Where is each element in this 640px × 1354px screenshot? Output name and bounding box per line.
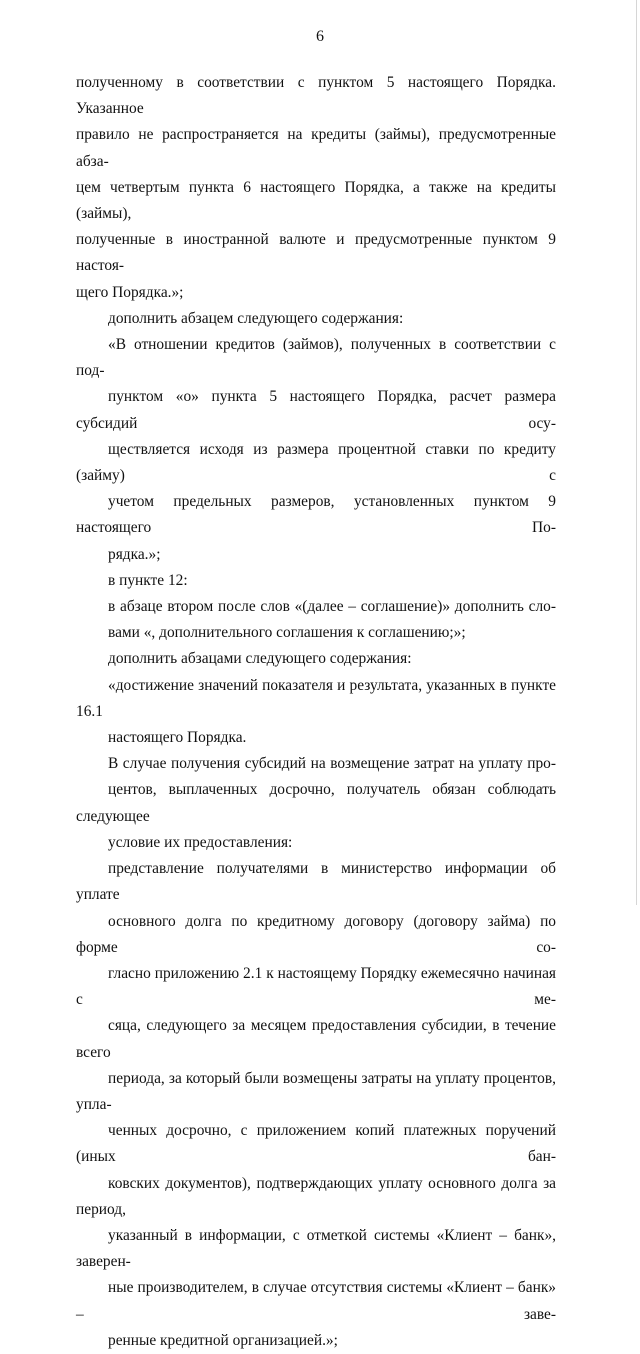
paragraph [76,751,556,856]
text-line: периода, за который были возмещены затраты на уплату процентов, упла- [76,1069,556,1113]
text-line: ченных досрочно, с приложением копий платежных поручений (иных бан- [76,1122,556,1166]
document-body [76,70,556,1354]
paragraph [76,332,556,568]
text-line: цем четвертым пункта 6 настоящего Порядка, а также на кредиты (займы), [76,178,556,223]
text-line: «достижение значений показателя и результата, указанных в пункте 16.1 [76,676,556,720]
text-line: основного долга по кредитному договору (договору займа) по форме со- [76,912,556,956]
text-line: условие их предоставления: [108,833,293,851]
text-line: представление получателями в министерство информации об уплате [76,860,556,904]
paragraph [76,646,556,672]
text-line: в пункте 12: [108,571,188,589]
text-line: правило не распространяется на кредиты (займы), предусмотренные абза- [76,126,556,170]
text-line: «В отношении кредитов (займов), полученных в соответствии с под- [76,336,556,380]
text-line: настоящего Порядка. [108,729,247,747]
text-line: указанный в информации, с отметкой системы «Клиент – банк», заверен- [76,1226,556,1271]
page-edge [636,0,637,905]
text-line: дополнить абзацем следующего содержания: [108,309,404,327]
text-line: ковских документов), подтверждающих уплату основного долга за период, [76,1174,556,1218]
paragraph [76,568,556,594]
text-line: пунктом «о» пункта 5 настоящего Порядка, расчет размера субсидий осу- [76,388,556,432]
text-line: центов, выплаченных досрочно, получатель обязан соблюдать следующее [76,781,556,825]
text-line: дополнить абзацами следующего содержания: [108,650,412,668]
text-line: рядка.»; [108,545,161,563]
text-line: сяца, следующего за месяцем предоставления субсидии, в течение всего [76,1017,556,1061]
text-line: щего Порядка.»; [76,283,184,301]
text-line: в абзаце втором после слов «(далее – соглашение)» дополнить сло- [108,598,556,616]
text-line: ные производителем, в случае отсутствия системы «Клиент – банк» – заве- [76,1279,556,1323]
page-number: 6 [316,28,324,45]
paragraph [76,70,556,306]
text-line: полученные в иностранной валюте и предусмотренные пунктом 9 настоя- [76,231,556,275]
text-line: В случае получения субсидий на возмещение затрат на уплату про- [108,755,556,773]
paragraph [76,673,556,752]
text-line: ренные кредитной организацией.»; [108,1331,338,1349]
text-line: вами «, дополнительного соглашения к соглашению;»; [108,624,466,642]
text-line: гласно приложению 2.1 к настоящему Порядку ежемесячно начиная с ме- [76,964,556,1009]
paragraph [76,856,556,1354]
text-line: ществляется исходя из размера процентной ставки по кредиту (займу) с [76,440,556,485]
text-line: учетом предельных размеров, установленных пунктом 9 настоящего По- [76,493,556,537]
paragraph [76,594,556,646]
paragraph [76,306,556,332]
text-line: полученному в соответствии с пунктом 5 настоящего Порядка. Указанное [76,74,556,118]
